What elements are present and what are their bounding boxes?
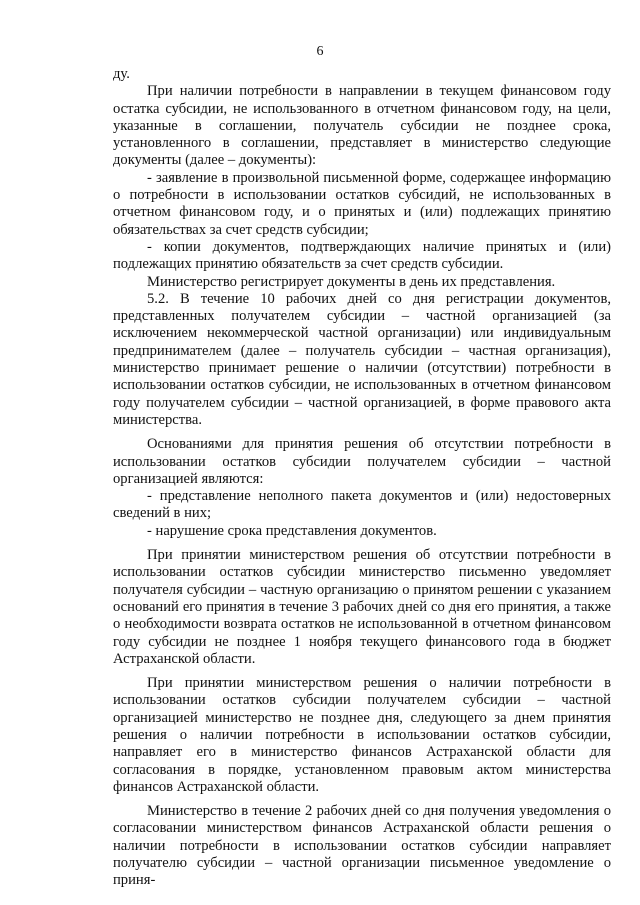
paragraph-carryover-intro: При наличии потребности в направлении в текущем финансовом году остатка субсидии, не использованного в отчетном финансовом году, на цели, указанные в соглашении, получатель субсидии не позднее срока, установленного в соглашении, представляет в министерство следующие документы (далее – документы):	[113, 83, 611, 169]
paragraph-negative-decision: При принятии министерством решения об отсутствии потребности в использовании остатков субсидии министерство письменно уведомляет получателя субсидии – частную организацию о принятом решении с указанием оснований его принятия в течение 3 рабочих дней со дня его принятия, а также о необходимости возврата остатков не использованной в отчетном финансовом году субсидии не позднее 1 ноября текущего финансового года в бюджет Астраханской области.	[113, 547, 611, 667]
list-item-application: - заявление в произвольной письменной форме, содержащее информацию о потребности в использовании остатков субсидий, не использованных в отчетном финансовом году, и о принятых и (или) подлежащих принятию обязательствах за счет средств субсидии;	[113, 169, 611, 238]
document-body	[113, 66, 611, 890]
paragraph-continuation: ду.	[113, 66, 130, 82]
paragraph-positive-decision: При принятии министерством решения о наличии потребности в использовании остатков субсидии получателем субсидии – частной организацией министерство не позднее дня, следующего за днем принятия решения о наличии потребности в использовании остатков субсидии, направляет его в министерство финансов Астраханской области для согласования в порядке, установленном правовым актом министерства финансов Астраханской области.	[113, 675, 611, 795]
paragraph-registration: Министерство регистрирует документы в день их представления.	[147, 273, 556, 290]
list-item-deadline-violation: - нарушение срока представления документов.	[147, 522, 437, 539]
list-item-incomplete-package: - представление неполного пакета документов и (или) недостоверных сведений в них;	[113, 488, 611, 522]
page-number: 6	[316, 44, 324, 59]
paragraph-section-5-2: 5.2. В течение 10 рабочих дней со дня регистрации документов, представленных получателем субсидии – частной организацией (за исключением некоммерческой частной организации) или индивидуальным предпринимателем (далее – получатель субсидии – частная организация), министерство принимает решение о наличии (отсутствии) потребности в использовании остатков субсидии, не использованных в отчетном финансовом году получателем субсидии – частной организацией, в форме правового акта министерства.	[113, 290, 611, 428]
paragraph-notification: Министерство в течение 2 рабочих дней со дня получения уведомления о согласовании министерством финансов Астраханской области решения о наличии потребности в использовании остатков субсидии направляет получателю субсидии – частной организации письменное уведомление о приня-	[113, 803, 611, 889]
paragraph-grounds: Основаниями для принятия решения об отсутствии потребности в использовании остатков субсидии получателем субсидии – частной организацией являются:	[113, 436, 611, 487]
list-item-document-copies: - копии документов, подтверждающих наличие принятых и (или) подлежащих принятию обязательств за счет средств субсидии.	[113, 238, 611, 273]
